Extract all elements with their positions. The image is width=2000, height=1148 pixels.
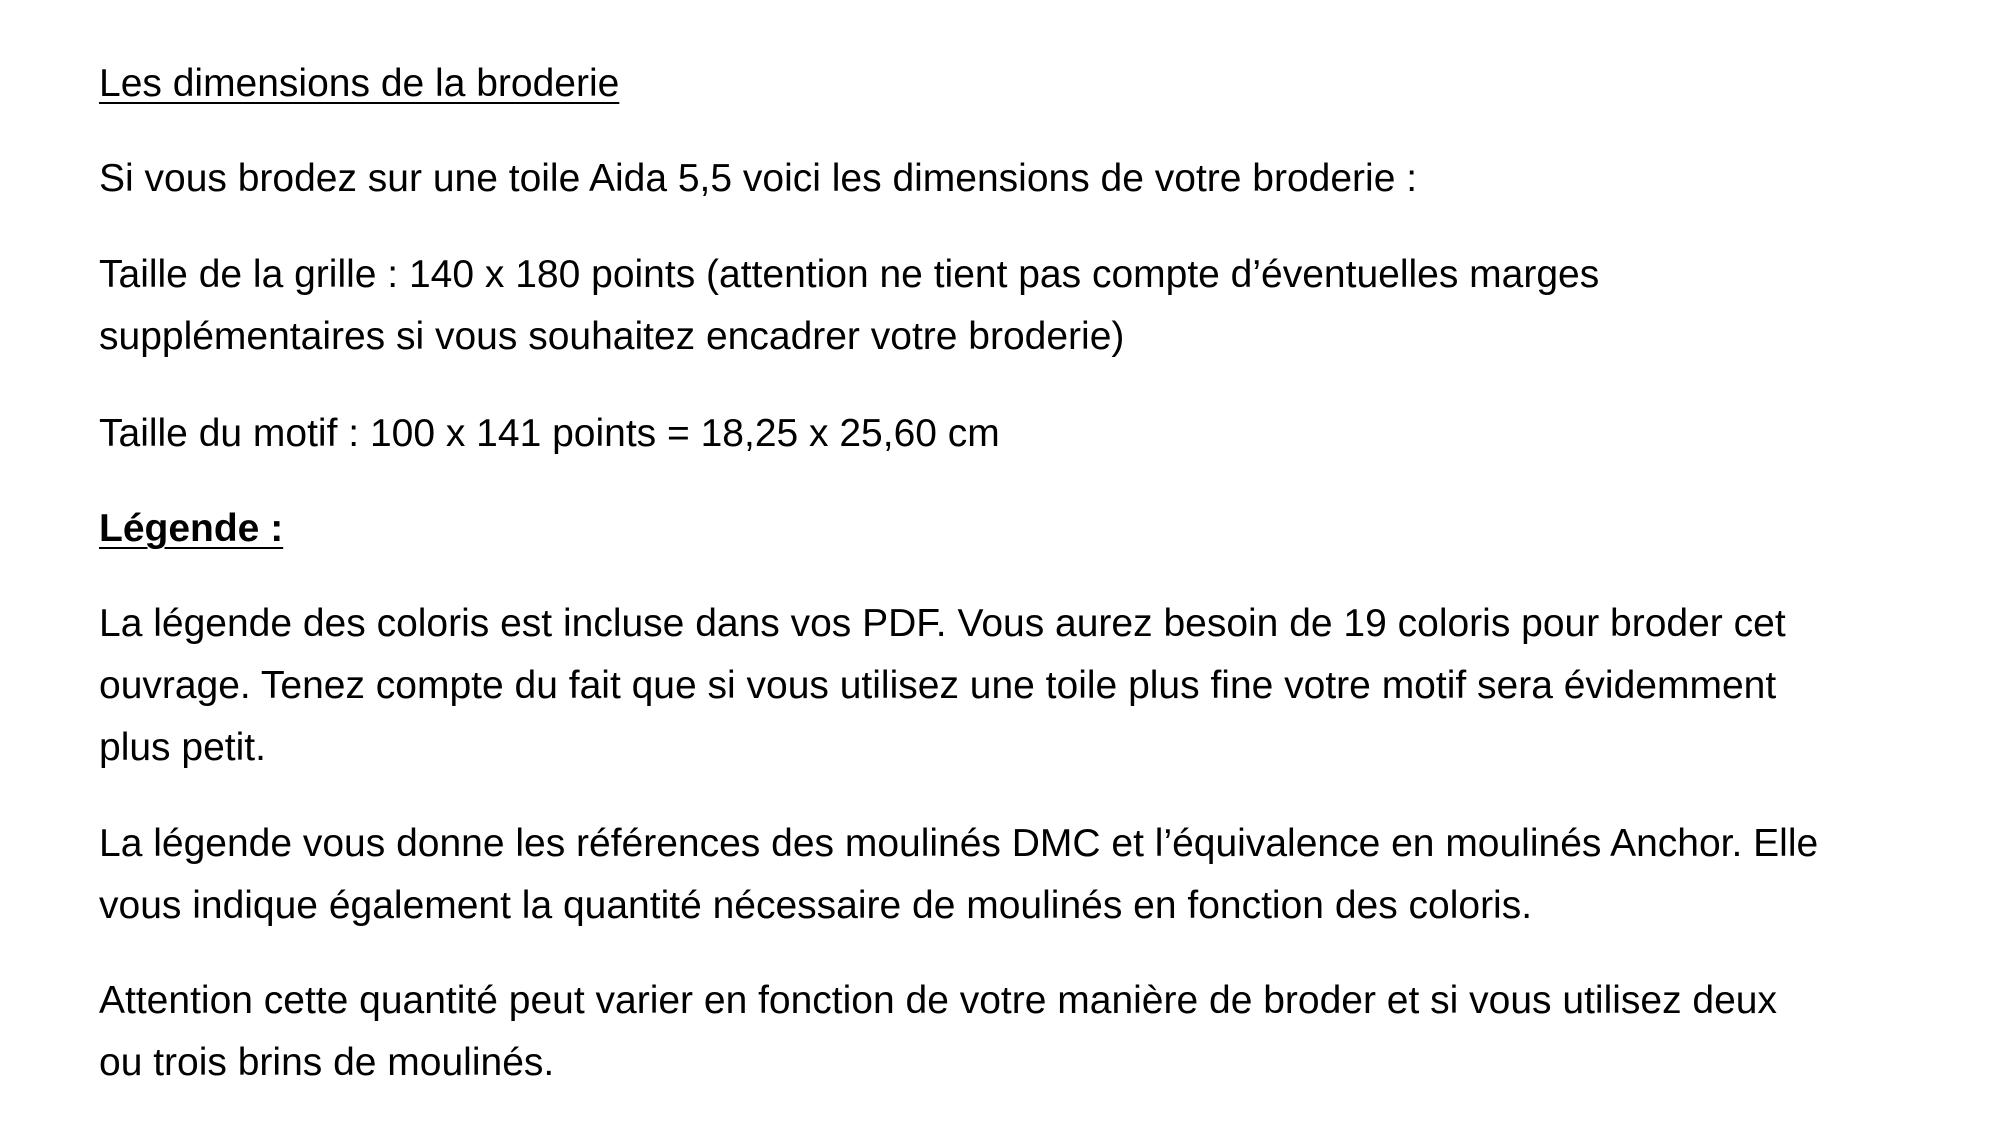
legend-paragraph-1-line-2: ouvrage. Tenez compte du fait que si vous utilisez une toile plus fine votre motif sera évidemment xyxy=(99,664,1777,707)
legend-paragraph-2 xyxy=(99,813,1999,937)
grid-size-line-1: Taille de la grille : 140 x 180 points (attention ne tient pas compte d’éventuelles marges xyxy=(99,253,1600,296)
legend-paragraph-2-line-1: La légende vous donne les références des moulinés DMC et l’équivalence en moulinés Anchor. Elle xyxy=(99,822,1819,865)
motif-size-paragraph: Taille du motif : 100 x 141 points = 18,25 x 25,60 cm xyxy=(99,412,1000,455)
grid-size-paragraph xyxy=(99,244,1999,368)
legend-paragraph-1-line-1: La légende des coloris est incluse dans vos PDF. Vous aurez besoin de 19 coloris pour broder cet xyxy=(99,602,1786,645)
legend-paragraph-3 xyxy=(99,970,1999,1094)
legend-paragraph-3-line-1: Attention cette quantité peut varier en fonction de votre manière de broder et si vous utilisez deux xyxy=(99,979,1777,1022)
legend-paragraph-1 xyxy=(99,593,1999,779)
legend-paragraph-2-line-2: vous indique également la quantité nécessaire de moulinés en fonction des coloris. xyxy=(99,884,1533,927)
legend-paragraph-3-line-2: ou trois brins de moulinés. xyxy=(99,1041,555,1084)
legend-paragraph-1-line-3: plus petit. xyxy=(99,726,266,769)
legend-title: Légende : xyxy=(99,507,284,550)
grid-size-line-2: supplémentaires si vous souhaitez encadrer votre broderie) xyxy=(99,315,1125,358)
section-title: Les dimensions de la broderie xyxy=(99,62,620,105)
intro-paragraph: Si vous brodez sur une toile Aida 5,5 voici les dimensions de votre broderie : xyxy=(99,157,1418,200)
